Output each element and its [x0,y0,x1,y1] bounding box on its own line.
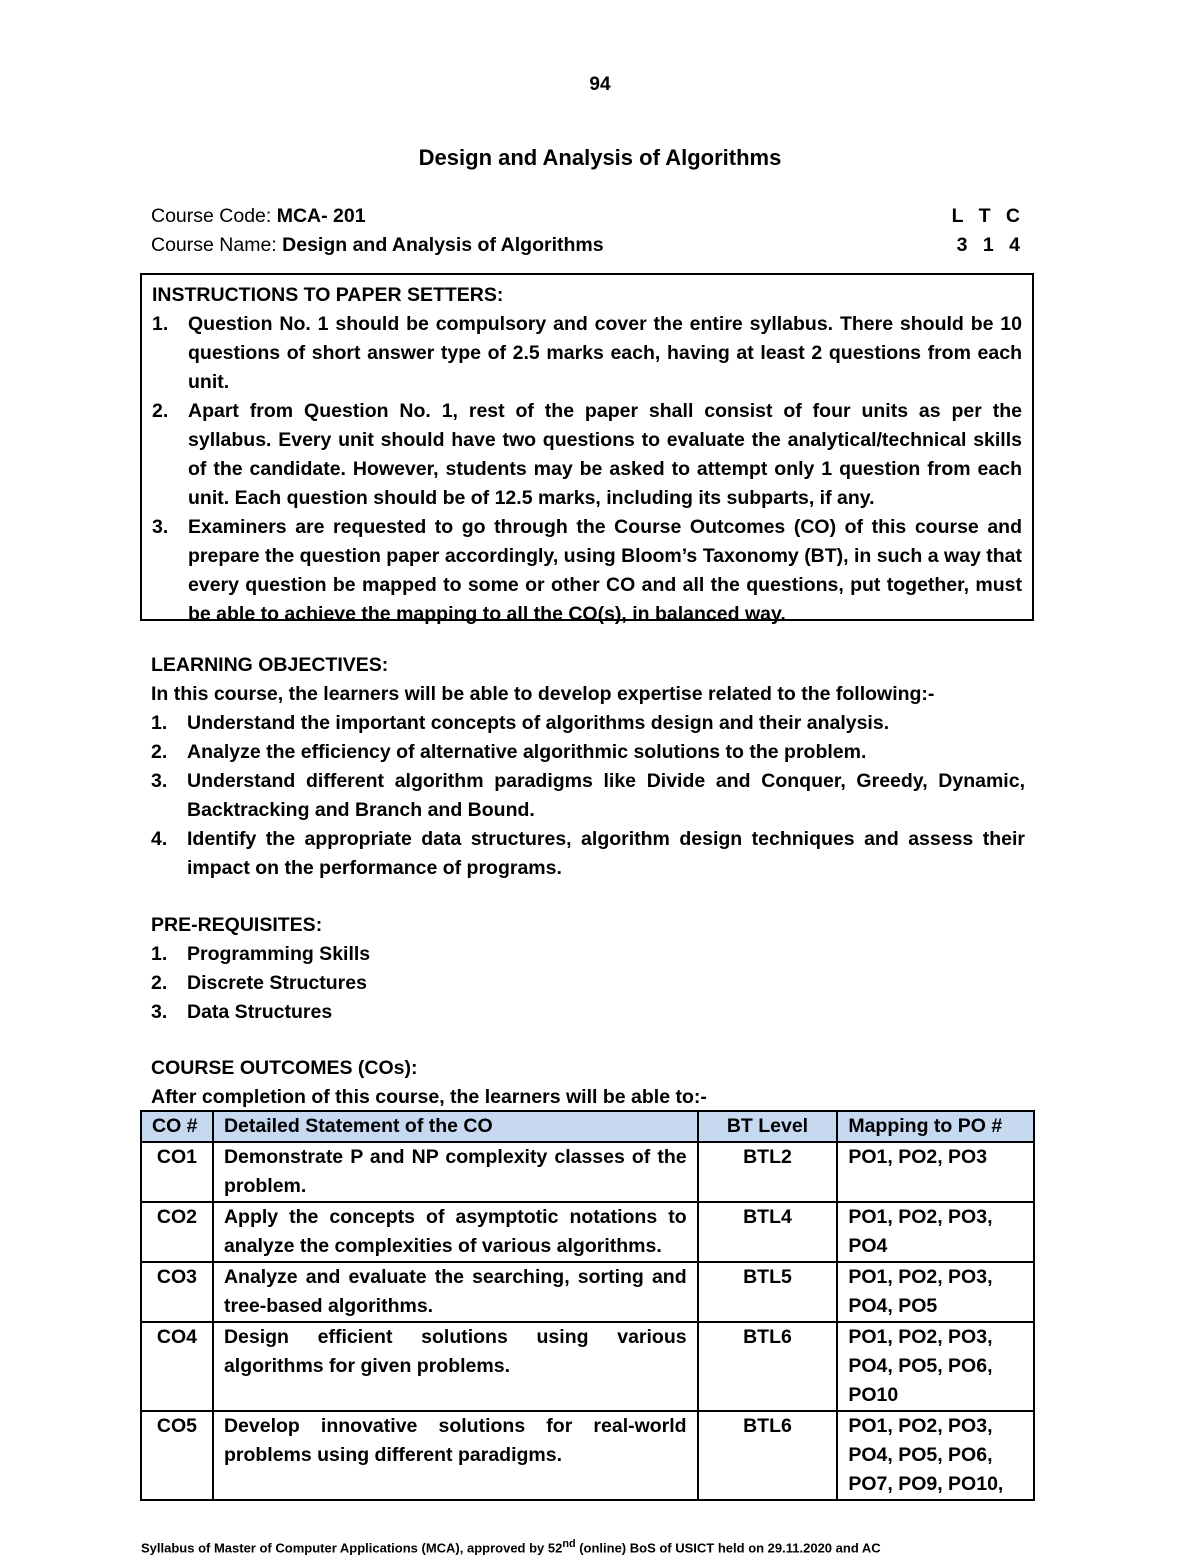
item-text: Discrete Structures [187,972,367,994]
item-number: 2. [152,400,169,422]
objectives-heading: LEARNING OBJECTIVES: [151,654,389,676]
co-statement: Analyze and evaluate the searching, sorting and tree-based algorithms. [213,1262,698,1322]
item-text: Understand different algorithm paradigms like Divide and Conquer, Greedy, Dynamic, Backtracking and Branch and Bound. [187,770,1025,821]
course-name-label: Course Name: [151,234,283,256]
course-code-label: Course Code: [151,205,277,227]
item-number: 2. [151,972,168,994]
item-number: 2. [151,741,168,763]
course-name [151,234,604,257]
co-id: CO3 [141,1262,213,1322]
po-mapping: PO1, PO2, PO3, PO4, PO5 [837,1262,1034,1322]
co-id: CO1 [141,1142,213,1202]
page-footer [141,1538,1061,1555]
po-mapping: PO1, PO2, PO3, PO4, PO5, PO6, PO10 [837,1322,1034,1411]
po-mapping: PO1, PO2, PO3 [837,1142,1034,1202]
table-row [141,1322,1034,1411]
item-number: 3. [151,1001,168,1023]
item-number: 3. [152,516,169,538]
item-text: Question No. 1 should be compulsory and cover the entire syllabus. There should be 10 questions of short answer type of 2.5 marks each, having at least 2 questions from each unit. [188,313,1022,393]
course-name-row [151,234,1025,257]
instructions-heading: INSTRUCTIONS TO PAPER SETTERS: [152,284,504,306]
table-row [141,1411,1034,1500]
learning-objectives-section [151,651,1025,883]
bt-level: BTL6 [698,1411,838,1500]
bt-level: BTL5 [698,1262,838,1322]
ltc-values: 3 1 4 [956,234,1025,256]
item-text: Programming Skills [187,943,371,965]
list-item [152,397,1022,513]
prerequisites-list [151,940,1025,1027]
item-text: Understand the important concepts of algorithms design and their analysis. [187,712,890,734]
item-text: Analyze the efficiency of alternative algorithmic solutions to the problem. [187,741,867,763]
co-statement: Develop innovative solutions for real-world problems using different paradigms. [213,1411,698,1500]
co-statement: Design efficient solutions using various algorithms for given problems. [213,1322,698,1411]
outcomes-heading: COURSE OUTCOMES (COs): [151,1057,418,1079]
objectives-list [151,709,1025,883]
list-item [151,940,1025,969]
page-title: Design and Analysis of Algorithms [418,145,782,170]
column-header: CO # [141,1111,213,1142]
item-number: 1. [152,313,169,335]
table-row [141,1262,1034,1322]
prerequisites-section [151,911,1025,1027]
table-header-row [141,1111,1034,1142]
instructions-box [140,273,1034,625]
page-number: 94 [589,74,611,95]
list-item [151,969,1025,998]
list-item [151,998,1025,1027]
course-outcomes-table [140,1110,1035,1501]
list-item [151,738,1025,767]
co-id: CO2 [141,1202,213,1262]
list-item [152,310,1022,397]
bt-level: BTL4 [698,1202,838,1262]
instructions-list [152,310,1022,629]
course-name-value: Design and Analysis of Algorithms [282,234,604,256]
co-id: CO4 [141,1322,213,1411]
list-item [152,513,1022,629]
list-item [151,825,1025,883]
bt-level: BTL6 [698,1322,838,1411]
co-statement: Demonstrate P and NP complexity classes of the problem. [213,1142,698,1202]
item-number: 1. [151,943,168,965]
item-text: Data Structures [187,1001,333,1023]
table-row [141,1202,1034,1262]
course-code [151,205,366,228]
column-header: Detailed Statement of the CO [213,1111,698,1142]
co-statement: Apply the concepts of asymptotic notations to analyze the complexities of various algorithms. [213,1202,698,1262]
course-code-value: MCA- 201 [276,205,366,227]
footer-text-continued: (online) BoS of USICT held on 29.11.2020 and AC [575,1540,881,1555]
co-id: CO5 [141,1411,213,1500]
list-item [151,709,1025,738]
table-row [141,1142,1034,1202]
list-item [151,767,1025,825]
item-number: 3. [151,770,168,792]
column-header: Mapping to PO # [837,1111,1034,1142]
footer-text: Syllabus of Master of Computer Applications (MCA), approved by 52 [141,1540,563,1555]
course-outcomes-section [151,1054,1025,1112]
po-mapping: PO1, PO2, PO3, PO4 [837,1202,1034,1262]
item-number: 4. [151,828,168,850]
item-number: 1. [151,712,168,734]
ltc-header: L T C [951,205,1025,227]
column-header: BT Level [698,1111,838,1142]
item-text: Apart from Question No. 1, rest of the paper shall consist of four units as per the syllabus. Every unit should have two questions to evaluate the analytical/technical skills of the candidate. However, students may be asked to attempt only 1 question from each unit. Each question should be of 12.5 marks, including its subparts, if any. [188,400,1022,509]
course-code-row [151,205,1025,228]
po-mapping: PO1, PO2, PO3, PO4, PO5, PO6, PO7, PO9, PO10, [837,1411,1034,1500]
item-text: Identify the appropriate data structures, algorithm design techniques and assess their impact on the performance of programs. [187,828,1025,879]
objectives-intro: In this course, the learners will be able to develop expertise related to the following:- [151,683,935,705]
footer-superscript: nd [562,1538,576,1550]
item-text: Examiners are requested to go through the Course Outcomes (CO) of this course and prepare the question paper accordingly, using Bloom’s Taxonomy (BT), in such a way that every question be mapped to some or other CO and all the questions, put together, must be able to achieve the mapping to all the CO(s), in balanced way. [188,516,1022,625]
outcomes-intro: After completion of this course, the learners will be able to:- [151,1086,707,1108]
bt-level: BTL2 [698,1142,838,1202]
prerequisites-heading: PRE-REQUISITES: [151,914,323,936]
